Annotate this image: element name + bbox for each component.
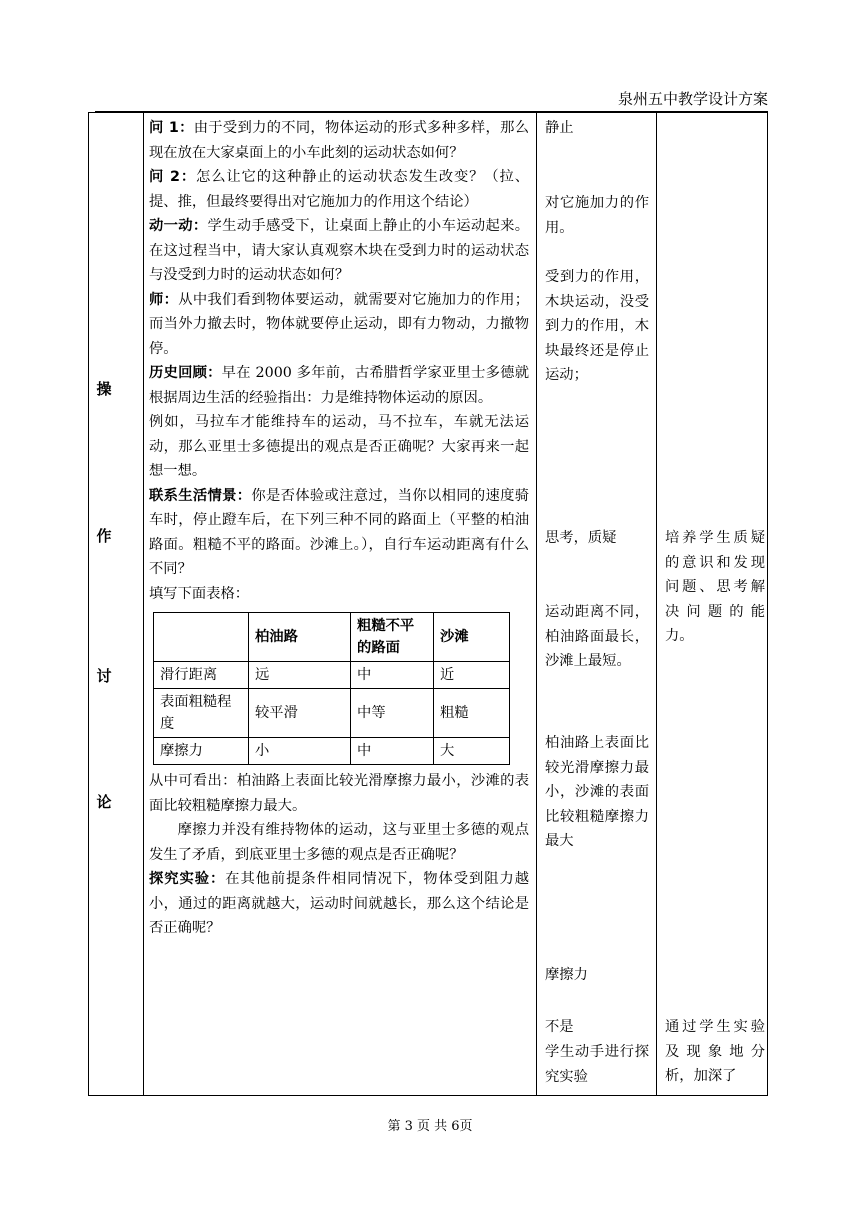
table-cell: 大 (434, 738, 510, 765)
table-cell: 摩擦力 (154, 738, 249, 765)
table-header-cell: 柏油路 (249, 613, 351, 662)
teacher-remark: 师：从中我们看到物体要运动，就需要对它施加力的作用；而当外力撤去时，物体就要停止运动，即有力物动，力撤物停。 (149, 291, 530, 357)
student-answer: 对它施加力的作用。 (545, 195, 649, 236)
life-situation: 联系生活情景：你是否体验或注意过，当你以相同的速度骑车时，停止蹬车后，在下列三种不同的路面上（平整的柏油路面。粗糙不平的路面。沙滩上。），自行车运动距离有什么不同？ (149, 487, 530, 577)
explore-experiment: 探究实验：在其他前提条件相同情况下，物体受到阻力越小，通过的距离就越大，运动时间就越长，那么这个结论是否正确呢？ (149, 871, 530, 936)
fill-table-instruction: 填写下面表格： (149, 585, 250, 602)
section-label-column (89, 113, 143, 1095)
teacher-activity-column (149, 116, 529, 941)
section-label-char: 讨 (96, 667, 112, 685)
example-paragraph: 例如，马拉车才能维持车的运动，马不拉车，车就无法运动，那么亚里士多德提出的观点是否正确呢？大家再来一起想一想。 (149, 414, 529, 479)
student-answer: 思考，质疑 (545, 530, 617, 546)
student-answer: 运动距离不同，柏油路面最长，沙滩上最短。 (545, 604, 649, 669)
road-friction-table (153, 612, 510, 765)
table-cell: 粗糙 (434, 689, 510, 738)
section-label-char: 操 (96, 380, 112, 398)
table-cell: 中等 (351, 689, 434, 738)
student-answer: 受到力的作用，木块运动，没受到力的作用，木块最终还是停止运动； (545, 269, 649, 383)
table-cell: 表面粗糙程度 (154, 689, 249, 738)
lesson-table (88, 112, 768, 1096)
table-cell: 滑行距离 (154, 662, 249, 689)
column-divider (536, 113, 537, 1095)
column-divider (143, 113, 144, 1095)
table-cell: 远 (249, 662, 351, 689)
table-cell: 较平滑 (249, 689, 351, 738)
page-footer: 第 3 页 共 6页 (387, 1119, 473, 1134)
table-header-cell: 沙滩 (434, 613, 510, 662)
table-row (154, 738, 510, 765)
history-review: 历史回顾：早在 2000 多年前，古希腊哲学家亚里士多德就根据周边生活的经验指出：力是维持物体运动的原因。 (149, 365, 529, 406)
student-answer: 不是 (545, 1019, 574, 1035)
student-answer: 静止 (545, 120, 574, 136)
table-header-cell (154, 613, 249, 662)
question-1: 问 1：由于受到力的不同，物体运动的形式多种多样，那么现在放在大家桌面上的小车此刻的运动状态如何？ (149, 120, 529, 161)
design-intent: 培养学生质疑的意识和发现问题、思考解决问题的能力。 (665, 530, 765, 644)
hands-on-activity: 动一动：学生动手感受下，让桌面上静止的小车运动起来。在这过程当中，请大家认真观察木块在受到力时的运动状态与没受到力时的运动状态如何？ (149, 218, 530, 283)
section-label-char: 作 (96, 527, 112, 545)
contradiction-paragraph: 摩擦力并没有维持物体的运动，这与亚里士多德的观点发生了矛盾，到底亚里士多德的观点是否正确呢？ (149, 822, 529, 863)
table-cell: 小 (249, 738, 351, 765)
table-cell: 中 (351, 662, 434, 689)
section-label-char: 论 (96, 793, 112, 811)
question-2: 问 2：怎么让它的这种静止的运动状态发生改变？（拉、提、推，但最终要得出对它施加力的作用这个结论） (149, 169, 529, 210)
student-answer: 柏油路上表面比较光滑摩擦力最小，沙滩的表面比较粗糙摩擦力最大 (545, 735, 649, 849)
table-cell: 近 (434, 662, 510, 689)
table-row (154, 662, 510, 689)
student-answer: 摩擦力 (545, 967, 588, 983)
design-intent: 通过学生实验及现象地分析，加深了 (665, 1019, 765, 1084)
page-header-title: 泉州五中教学设计方案 (617, 90, 768, 108)
conclusion-paragraph: 从中可看出：柏油路上表面比较光滑摩擦力最小，沙滩的表面比较粗糙摩擦力最大。 (149, 773, 529, 814)
table-cell: 中 (351, 738, 434, 765)
table-row (154, 689, 510, 738)
table-header-row (154, 613, 510, 662)
table-header-cell: 粗糙不平的路面 (351, 613, 434, 662)
student-answer: 学生动手进行探究实验 (545, 1044, 649, 1085)
column-divider (656, 113, 657, 1095)
